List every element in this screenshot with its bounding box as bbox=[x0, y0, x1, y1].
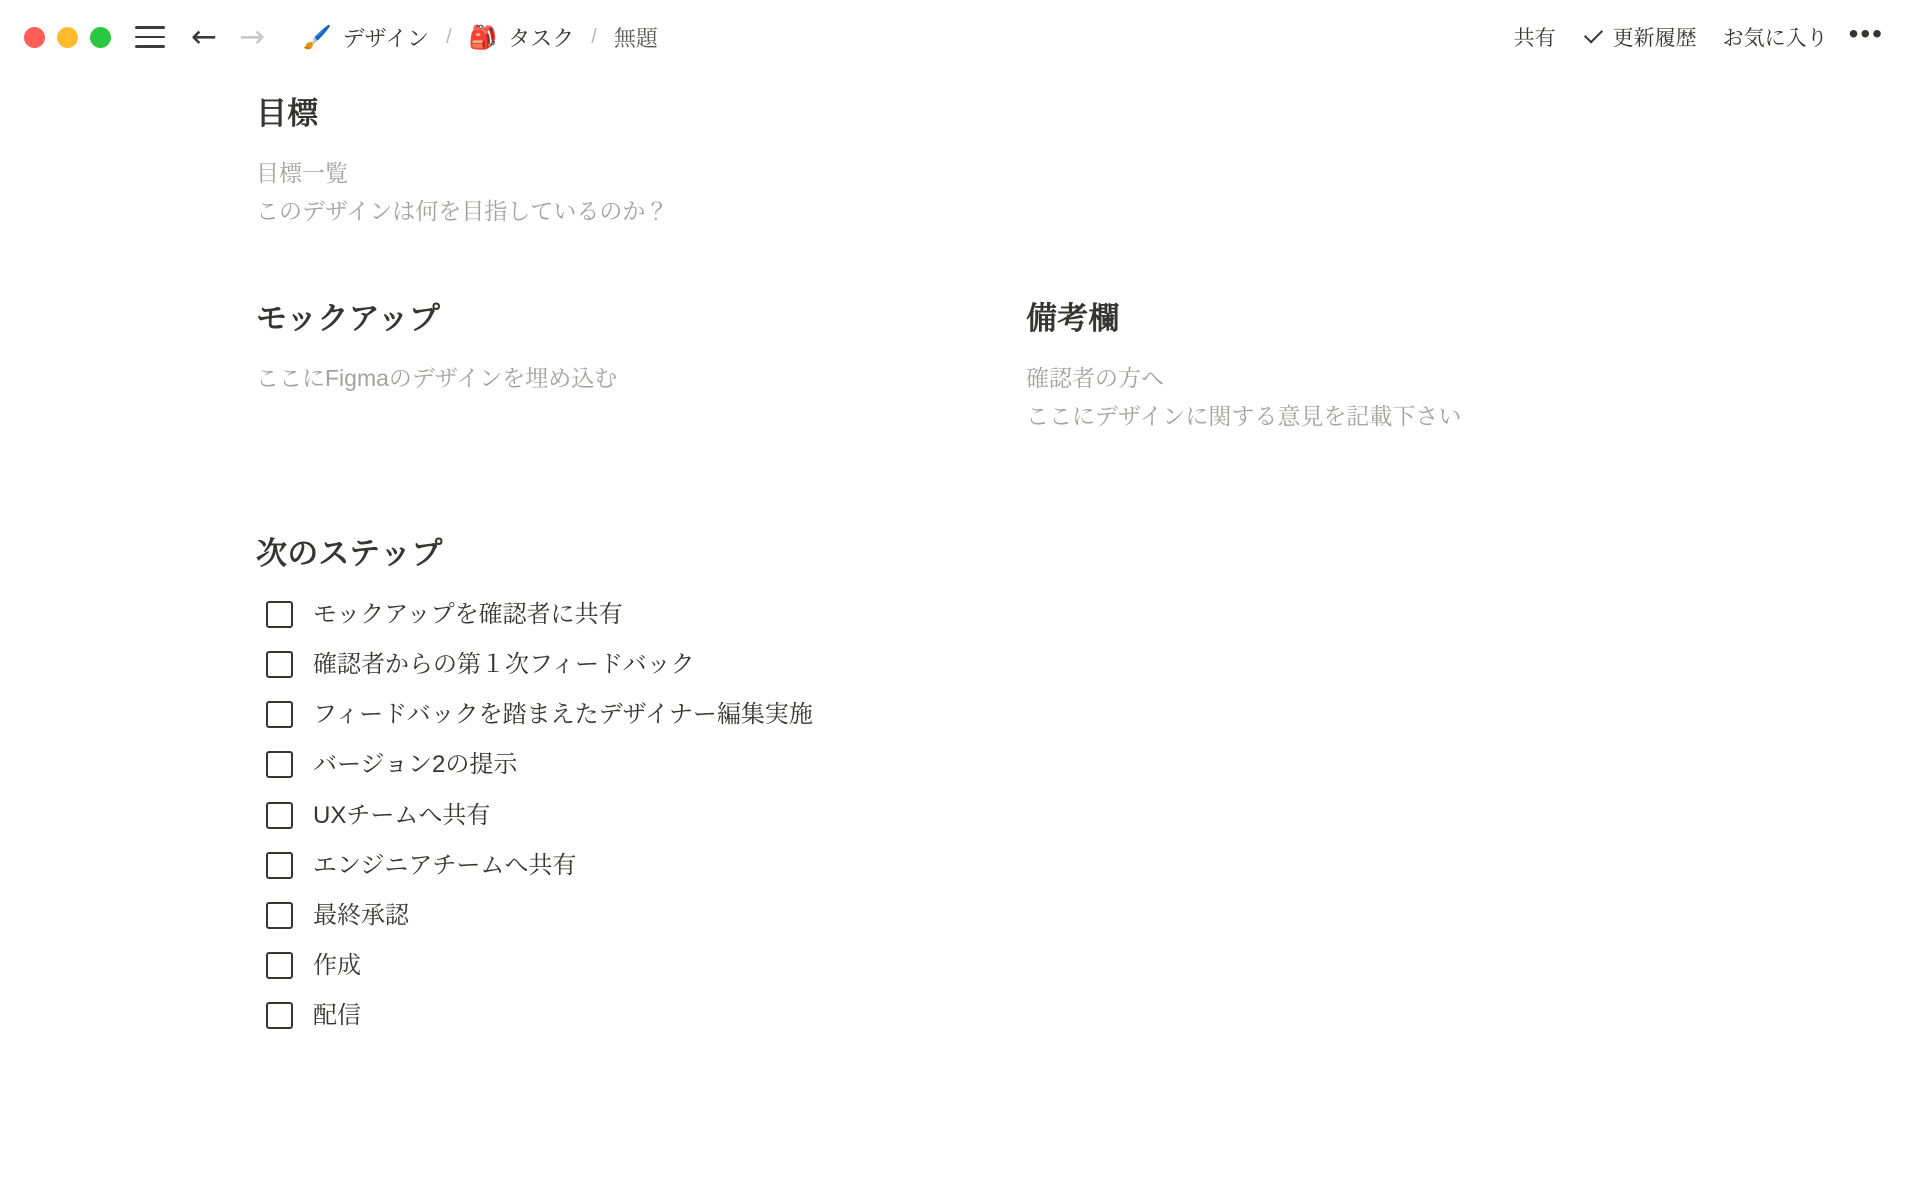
goal-placeholder-line-1[interactable]: 目標一覧 bbox=[256, 160, 348, 186]
list-item[interactable] bbox=[256, 946, 1860, 985]
list-item[interactable] bbox=[256, 645, 1860, 684]
checkbox-icon[interactable] bbox=[266, 802, 293, 829]
todo-label: フィードバックを踏まえたデザイナー編集実施 bbox=[313, 701, 813, 729]
checkbox-icon[interactable] bbox=[266, 952, 293, 979]
updates-button-label: 更新履歴 bbox=[1612, 27, 1697, 50]
column-notes bbox=[1016, 293, 1860, 436]
breadcrumb-item-design[interactable] bbox=[295, 18, 437, 57]
breadcrumb-separator-1: / bbox=[446, 25, 452, 48]
breadcrumb-label-untitled: 無題 bbox=[613, 25, 658, 51]
section-heading-next-steps: 次のステップ bbox=[256, 535, 443, 571]
todo-label: UXチームへ共有 bbox=[313, 801, 491, 829]
mockup-placeholder-line-1[interactable]: ここにFigmaのデザインを埋め込む bbox=[256, 364, 618, 391]
checkbox-icon[interactable] bbox=[266, 902, 293, 929]
checkbox-icon[interactable] bbox=[266, 601, 293, 628]
maximize-window-button[interactable] bbox=[90, 27, 111, 48]
todo-label: 確認者からの第１次フィードバック bbox=[313, 650, 695, 678]
section-heading-mockup: モックアップ bbox=[256, 300, 441, 336]
breadcrumb-label-design: デザイン bbox=[342, 25, 430, 51]
goal-placeholder-line-2[interactable]: このデザインは何を目指しているのか？ bbox=[256, 197, 669, 224]
todo-label: バージョン2の提示 bbox=[313, 751, 518, 779]
window-title-bar bbox=[0, 0, 1920, 74]
back-arrow-icon[interactable]: ← bbox=[191, 18, 217, 55]
close-window-button[interactable] bbox=[24, 27, 45, 48]
list-item[interactable] bbox=[256, 695, 1860, 734]
list-item[interactable] bbox=[256, 796, 1860, 835]
section-heading-notes: 備考欄 bbox=[1026, 300, 1120, 336]
breadcrumb-item-task[interactable] bbox=[461, 18, 583, 57]
section-heading-goal: 目標 bbox=[256, 96, 319, 131]
list-item[interactable] bbox=[256, 896, 1860, 935]
checkbox-icon[interactable] bbox=[266, 1002, 293, 1029]
minimize-window-button[interactable] bbox=[57, 27, 78, 48]
window-controls bbox=[24, 27, 111, 48]
updates-button[interactable] bbox=[1569, 17, 1710, 57]
page-content bbox=[0, 74, 1920, 1035]
breadcrumb-separator-2: / bbox=[591, 25, 597, 48]
checkmark-icon bbox=[1582, 26, 1604, 48]
hamburger-menu-icon[interactable] bbox=[135, 26, 165, 48]
todo-label: 作成 bbox=[313, 952, 361, 980]
list-item[interactable] bbox=[256, 595, 1860, 634]
toolbar-actions bbox=[1501, 17, 1892, 57]
breadcrumb-label-task: タスク bbox=[508, 25, 575, 51]
favorite-button[interactable] bbox=[1710, 17, 1841, 57]
list-item[interactable] bbox=[256, 745, 1860, 784]
forward-arrow-icon[interactable]: → bbox=[238, 18, 265, 55]
more-options-icon[interactable]: ••• bbox=[1848, 18, 1884, 49]
todo-label: 最終承認 bbox=[313, 901, 409, 929]
column-mockup bbox=[256, 293, 1016, 398]
favorite-button-label: お気に入り bbox=[1722, 27, 1828, 50]
checkbox-icon[interactable] bbox=[266, 751, 293, 778]
todo-label: エンジニアチームへ共有 bbox=[313, 851, 577, 879]
breadcrumb bbox=[295, 18, 666, 57]
todo-label: 配信 bbox=[313, 1002, 361, 1030]
checkbox-icon[interactable] bbox=[266, 651, 293, 678]
breadcrumb-item-untitled[interactable] bbox=[606, 18, 666, 57]
backpack-icon: 🎒 bbox=[468, 23, 498, 50]
notes-placeholder-line-2[interactable]: ここにデザインに関する意見を記載下さい bbox=[1026, 402, 1462, 429]
list-item[interactable] bbox=[256, 996, 1860, 1035]
notes-placeholder-line-1[interactable]: 確認者の方へ bbox=[1026, 364, 1164, 391]
share-button[interactable] bbox=[1501, 17, 1569, 57]
checkbox-icon[interactable] bbox=[266, 852, 293, 879]
two-column-block bbox=[256, 293, 1860, 436]
share-button-label: 共有 bbox=[1513, 27, 1556, 50]
list-item[interactable] bbox=[256, 846, 1860, 885]
paintbrush-icon: 🖌️ bbox=[302, 23, 332, 50]
todo-label: モックアップを確認者に共有 bbox=[313, 600, 623, 628]
checkbox-icon[interactable] bbox=[266, 701, 293, 728]
